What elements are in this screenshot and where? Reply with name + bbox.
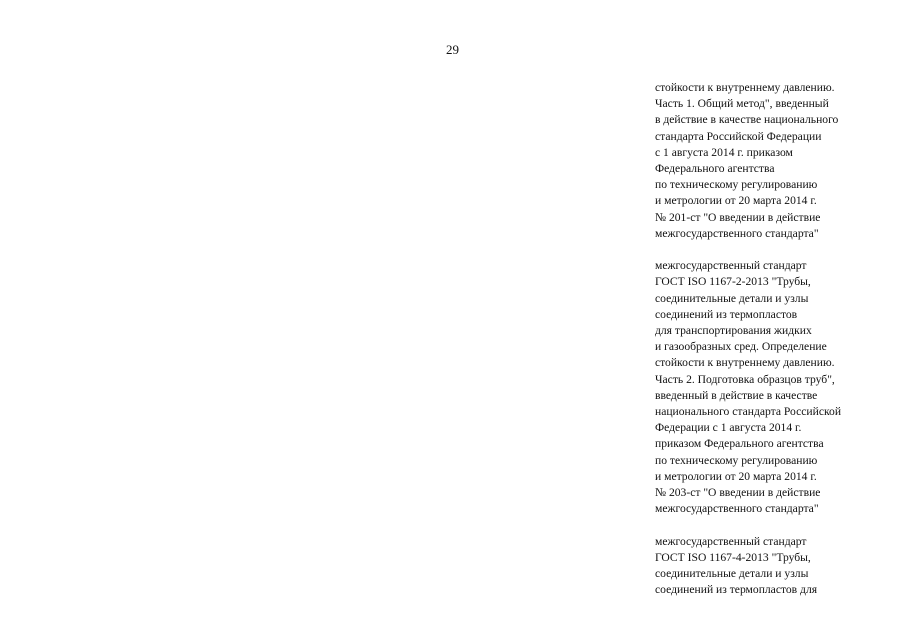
text-line: ГОСТ ISO 1167-2-2013 "Трубы, bbox=[655, 275, 811, 289]
text-line: по техническому регулированию bbox=[655, 178, 818, 192]
text-line: по техническому регулированию bbox=[655, 453, 818, 467]
text-line: приказом Федерального агентства bbox=[655, 437, 824, 451]
text-line: соединительные детали и узлы bbox=[655, 291, 809, 305]
text-line: № 203-ст "О введении в действие bbox=[655, 486, 821, 500]
text-line: национального стандарта Российской bbox=[655, 405, 842, 419]
text-line: межгосударственного стандарта" bbox=[655, 226, 819, 240]
text-line: № 201-ст "О введении в действие bbox=[655, 210, 821, 224]
text-line: введенный в действие в качестве bbox=[655, 388, 818, 402]
text-line: Федерации с 1 августа 2014 г. bbox=[655, 421, 802, 435]
text-line: с 1 августа 2014 г. приказом bbox=[655, 145, 793, 159]
text-line: стойкости к внутреннему давлению. bbox=[655, 356, 835, 370]
text-line: межгосударственного стандарта" bbox=[655, 502, 819, 516]
text-line: стандарта Российской Федерации bbox=[655, 129, 822, 143]
text-line: соединений из термопластов для bbox=[655, 583, 818, 597]
paragraph bbox=[655, 534, 900, 599]
text-column bbox=[655, 80, 900, 615]
text-line: и газообразных сред. Определение bbox=[655, 340, 827, 354]
text-line: Часть 2. Подготовка образцов труб", bbox=[655, 372, 835, 386]
page-number: 29 bbox=[446, 42, 459, 57]
text-line: и метрологии от 20 марта 2014 г. bbox=[655, 469, 817, 483]
text-line: и метрологии от 20 марта 2014 г. bbox=[655, 194, 817, 208]
text-line: межгосударственный стандарт bbox=[655, 259, 807, 273]
text-line: межгосударственный стандарт bbox=[655, 534, 807, 548]
text-line: соединительные детали и узлы bbox=[655, 567, 809, 581]
text-line: Часть 1. Общий метод", введенный bbox=[655, 97, 829, 111]
text-line: ГОСТ ISO 1167-4-2013 "Трубы, bbox=[655, 550, 811, 564]
text-line: Федерального агентства bbox=[655, 162, 775, 176]
text-line: в действие в качестве национального bbox=[655, 113, 839, 127]
text-line: соединений из термопластов bbox=[655, 307, 798, 321]
text-line: для транспортирования жидких bbox=[655, 324, 812, 338]
paragraph bbox=[655, 80, 900, 242]
paragraph bbox=[655, 258, 900, 517]
text-line: стойкости к внутреннему давлению. bbox=[655, 81, 835, 94]
